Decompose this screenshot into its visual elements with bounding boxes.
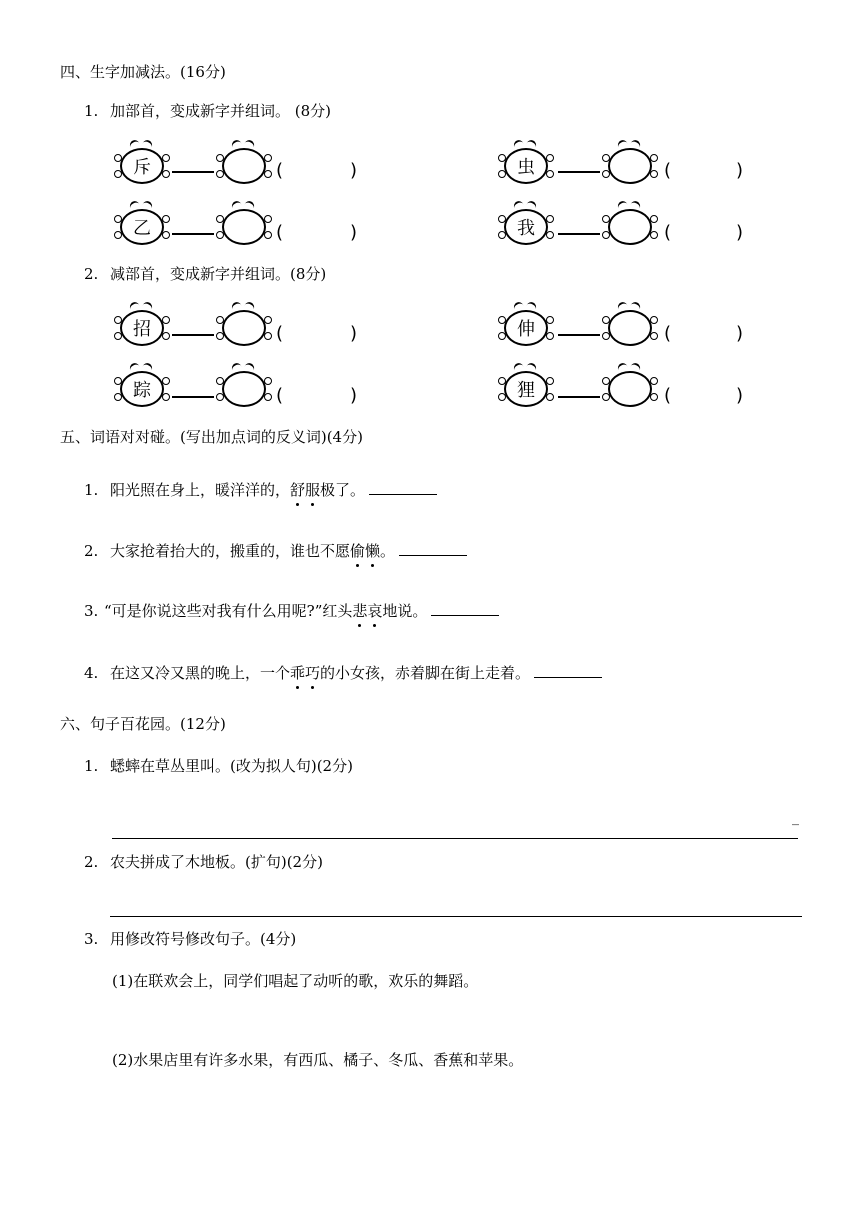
dotted-character: 懒 xyxy=(365,542,381,560)
section-4-question-1 xyxy=(84,100,331,121)
answer-line[interactable] xyxy=(112,838,798,839)
paren-open: ( xyxy=(276,323,284,344)
section-6-title: 六、句子百花园。(12分) xyxy=(60,715,226,733)
question-number: 1. xyxy=(84,757,99,775)
bug-answer-box[interactable] xyxy=(216,140,272,188)
bug-char-box xyxy=(114,363,170,411)
question-number: 2. xyxy=(84,265,99,283)
paren-close: ) xyxy=(736,160,744,181)
bug-answer-box[interactable] xyxy=(602,363,658,411)
section-5-item-1 xyxy=(84,479,437,500)
sentence-text: 阳光照在身上，暖洋洋的， xyxy=(110,481,291,499)
dash xyxy=(558,334,600,336)
paren-open: ( xyxy=(276,222,284,243)
bug-char-box xyxy=(498,201,554,249)
paren-open: ( xyxy=(664,160,672,181)
section-5-item-4 xyxy=(84,662,602,683)
answer-line[interactable] xyxy=(110,916,802,917)
bug-char-box xyxy=(498,302,554,350)
paren-open: ( xyxy=(276,160,284,181)
section-6-question-1 xyxy=(84,755,353,776)
dotted-character: 服 xyxy=(305,481,321,499)
sentence-text: 地说。 xyxy=(382,602,428,620)
answer-blank[interactable] xyxy=(399,541,467,556)
given-character: 伸 xyxy=(504,310,548,346)
paren-open: ( xyxy=(664,385,672,406)
stray-underscore-mark: _ xyxy=(792,810,799,826)
paren-close: ) xyxy=(350,222,358,243)
bug-char-box xyxy=(498,363,554,411)
paren-close: ) xyxy=(350,323,358,344)
paren-close: ) xyxy=(736,222,744,243)
bug-answer-box[interactable] xyxy=(216,201,272,249)
sentence-text: 在这又冷又黑的晚上，一个 xyxy=(110,664,291,682)
paren-open: ( xyxy=(276,385,284,406)
question-number: 3. xyxy=(84,602,99,620)
answer-blank[interactable] xyxy=(534,663,602,678)
question-number: 2. xyxy=(84,853,99,871)
bug-answer-box[interactable] xyxy=(602,302,658,350)
dotted-character: 舒 xyxy=(290,481,306,499)
bug-answer-box[interactable] xyxy=(216,302,272,350)
question-text: 蟋蟀在草丛里叫。(改为拟人句)(2分) xyxy=(110,757,353,775)
paren-close: ) xyxy=(736,323,744,344)
dotted-character: 哀 xyxy=(367,602,383,620)
question-number: 3. xyxy=(84,930,99,948)
sub-question-2: (2)水果店里有许多水果，有西瓜、橘子、冬瓜、香蕉和苹果。 xyxy=(112,1051,524,1069)
paren-close: ) xyxy=(736,385,744,406)
bug-char-box xyxy=(498,140,554,188)
question-number: 1. xyxy=(84,102,99,120)
bug-char-box xyxy=(114,201,170,249)
dash xyxy=(172,396,214,398)
dash xyxy=(558,171,600,173)
sentence-text: “可是你说这些对我有什么用呢?”红头 xyxy=(104,602,353,620)
dash xyxy=(172,171,214,173)
given-character: 斥 xyxy=(120,148,164,184)
given-character: 我 xyxy=(504,209,548,245)
bug-char-box xyxy=(114,302,170,350)
section-6-question-3 xyxy=(84,928,296,949)
dash xyxy=(172,334,214,336)
given-character: 踪 xyxy=(120,371,164,407)
sentence-text: 的小女孩，赤着脚在街上走着。 xyxy=(320,664,531,682)
given-character: 招 xyxy=(120,310,164,346)
question-text: 农夫拼成了木地板。(扩句)(2分) xyxy=(110,853,323,871)
question-text: 用修改符号修改句子。(4分) xyxy=(110,930,297,948)
dotted-character: 悲 xyxy=(352,602,368,620)
dash xyxy=(558,233,600,235)
section-5-item-3 xyxy=(84,600,499,621)
question-number: 4. xyxy=(84,664,99,682)
section-5-item-2 xyxy=(84,540,467,561)
dash xyxy=(172,233,214,235)
question-number: 1. xyxy=(84,481,99,499)
paren-close: ) xyxy=(350,385,358,406)
sentence-text: 大家抢着抬大的，搬重的，谁也不愿 xyxy=(110,542,351,560)
sub-question-1: (1)在联欢会上，同学们唱起了动听的歌，欢乐的舞蹈。 xyxy=(112,972,479,990)
bug-answer-box[interactable] xyxy=(216,363,272,411)
sentence-text: 极了。 xyxy=(320,481,366,499)
bug-answer-box[interactable] xyxy=(602,201,658,249)
sentence-text: 。 xyxy=(380,542,396,560)
given-character: 虫 xyxy=(504,148,548,184)
question-text: 加部首，变成新字并组词。 (8分) xyxy=(110,102,332,120)
section-4-title: 四、生字加减法。(16分) xyxy=(60,63,226,81)
bug-char-box xyxy=(114,140,170,188)
dotted-character: 乖 xyxy=(290,664,306,682)
question-number: 2. xyxy=(84,542,99,560)
section-5-title: 五、词语对对碰。(写出加点词的反义词)(4分) xyxy=(60,428,363,446)
given-character: 狸 xyxy=(504,371,548,407)
section-4-question-2 xyxy=(84,263,326,284)
paren-open: ( xyxy=(664,323,672,344)
given-character: 乙 xyxy=(120,209,164,245)
answer-blank[interactable] xyxy=(431,601,499,616)
dotted-character: 巧 xyxy=(305,664,321,682)
answer-blank[interactable] xyxy=(369,480,437,495)
dash xyxy=(558,396,600,398)
paren-open: ( xyxy=(664,222,672,243)
bug-answer-box[interactable] xyxy=(602,140,658,188)
dotted-character: 偷 xyxy=(350,542,366,560)
question-text: 减部首，变成新字并组词。(8分) xyxy=(110,265,327,283)
paren-close: ) xyxy=(350,160,358,181)
section-6-question-2 xyxy=(84,851,323,872)
